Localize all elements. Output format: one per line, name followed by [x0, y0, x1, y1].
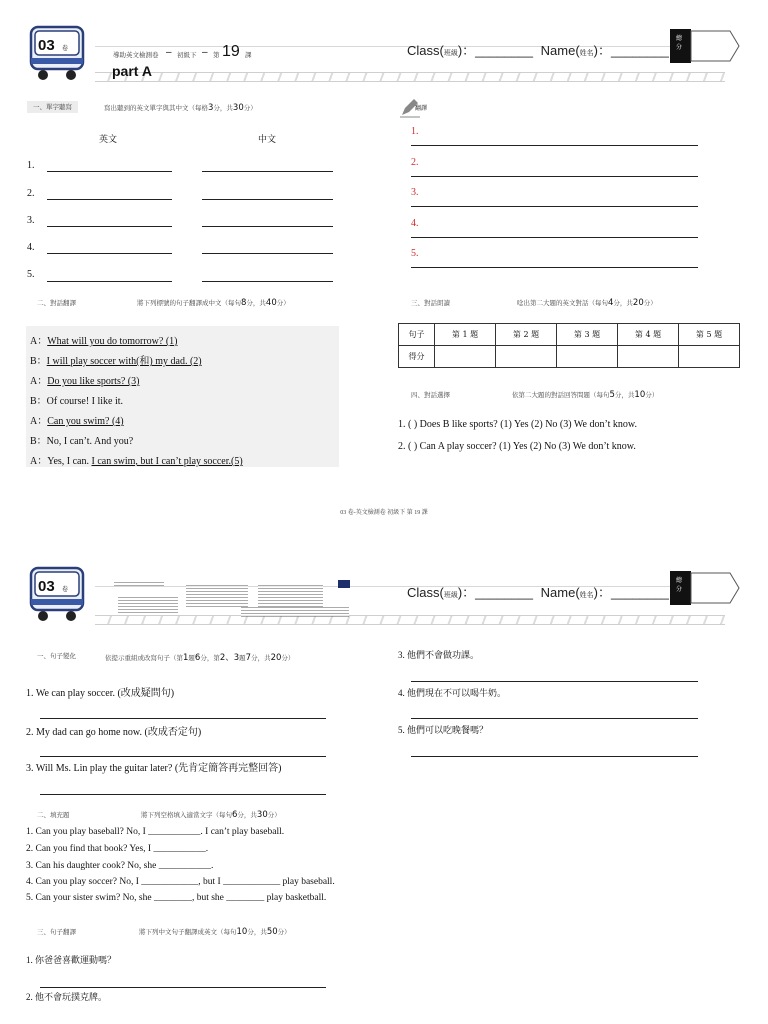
translate-question: 2. 他不會玩撲克牌。: [26, 992, 108, 1002]
part-title: part A: [112, 63, 152, 79]
fill-question: 4. Can you play soccer? No, I ____________, but I ____________ play baseball.: [26, 877, 335, 887]
translate-question: 5. 他們可以吃晚餐嗎？: [398, 725, 489, 735]
translate-question: 1. 你爸爸喜歡運動嗎？: [26, 955, 117, 965]
sec2-tag: 二、對話翻譯: [37, 299, 76, 307]
row-head: 句子: [399, 324, 435, 346]
score-cell[interactable]: [618, 346, 679, 368]
blurred-image: [118, 596, 178, 613]
dialog-line: B：No, I can’t. And you?: [30, 436, 134, 447]
answer-line[interactable]: [202, 171, 333, 172]
question-line: 2. My dad can go home now. (改成否定句): [26, 727, 202, 738]
col-head: 第 1 題: [435, 324, 496, 346]
answer-line[interactable]: [47, 281, 172, 282]
question-line: 1. We can play soccer. (改成疑問句): [26, 688, 175, 699]
blurred-badge: [338, 580, 350, 588]
score-cell[interactable]: [496, 346, 557, 368]
blurred-image: [241, 607, 349, 617]
answer-line[interactable]: [47, 171, 172, 172]
answer-line[interactable]: [40, 987, 326, 988]
sec1-row-number: 3.: [27, 215, 35, 226]
grade: 初級下: [177, 51, 197, 59]
bus-number: 03: [38, 37, 55, 54]
score-cell[interactable]: [557, 346, 618, 368]
answer-line[interactable]: [411, 681, 698, 682]
translate-number: 1.: [411, 126, 419, 137]
p2-sec3-instruction: 將下列中文句子翻譯成英文（每句10分，共50分）: [139, 927, 291, 937]
answer-line[interactable]: [47, 226, 172, 227]
sec2-instruction: 將下列標號的句子翻譯成中文（每句8分，共40分）: [137, 298, 290, 308]
sec4-instruction: 依第二大題的對話回答問題（每句5分，共10分）: [512, 390, 659, 400]
sec1-tag: 一、單字聽寫: [27, 101, 78, 113]
question-line: 3. Will Ms. Lin play the guitar later? (先肯定簡答再完整回答): [26, 763, 282, 774]
dialog-line: B：I will play soccer with(和) my dad. (2): [30, 356, 202, 367]
dialog-line: B：Of course! I like it.: [30, 396, 124, 407]
score-table: [398, 323, 740, 368]
answer-line[interactable]: [47, 253, 172, 254]
fill-question: 5. Can your sister swim? No, she ________, but she ________ play basketball.: [26, 893, 327, 903]
answer-line[interactable]: [40, 756, 326, 757]
bus-number: 03: [38, 578, 55, 595]
fill-question: 2. Can you find that book? Yes, I ___________.: [26, 844, 209, 854]
class-name-field[interactable]: Class(班級)：________ Name(姓名)：________: [407, 585, 669, 600]
blurred-image: [186, 583, 248, 607]
translate-number: 2.: [411, 157, 419, 168]
translate-label: 翻譯: [415, 105, 428, 112]
answer-line[interactable]: [411, 756, 698, 757]
dialog-line: A：Do you like sports? (3): [30, 376, 140, 387]
bus-suffix: 卷: [62, 45, 69, 52]
translate-number: 3.: [411, 187, 419, 198]
dialog-line: A：Yes, I can. I can swim, but I can’t play soccer.(5): [30, 456, 243, 467]
p2-sec2-instruction: 將下列空格填入適當文字（每句6分，共30分）: [141, 810, 281, 820]
sec3-tag: 三、對話朗讀: [411, 299, 450, 307]
translate-number: 4.: [411, 218, 419, 229]
sec1-row-number: 2.: [27, 188, 35, 199]
score-cell[interactable]: [679, 346, 740, 368]
score-cell[interactable]: [435, 346, 496, 368]
sec1-instruction: 寫出聽到的英文單字與其中文（每格3分，共30分）: [104, 103, 257, 113]
score-label: 總分: [676, 35, 683, 51]
answer-line[interactable]: [40, 718, 326, 719]
sec1-row-number: 4.: [27, 242, 35, 253]
p2-sec2-tag: 二、填充題: [37, 811, 70, 819]
translate-question: 3. 他們不會做功課。: [398, 650, 480, 660]
bus-logo-icon: [28, 565, 86, 623]
answer-line[interactable]: [202, 199, 333, 200]
question-line: 2. ( ) Can A play soccer? (1) Yes (2) No (3) We don’t know.: [398, 441, 636, 452]
test-title: 導助英文檢測卷: [113, 51, 159, 59]
blurred-image: [114, 580, 164, 586]
answer-line[interactable]: [411, 237, 698, 238]
lesson-prefix: 第: [213, 51, 220, 59]
col-chinese: 中文: [258, 135, 277, 145]
answer-line[interactable]: [411, 176, 698, 177]
lesson-suffix: 課: [245, 51, 252, 59]
sec1-row-number: 5.: [27, 269, 35, 280]
answer-line[interactable]: [411, 718, 698, 719]
question-line: 1. ( ) Does B like sports? (1) Yes (2) No (3) We don’t know.: [398, 419, 637, 430]
answer-line[interactable]: [411, 145, 698, 146]
fill-question: 1. Can you play baseball? No, I ___________. I can’t play baseball.: [26, 827, 285, 837]
answer-line[interactable]: [40, 794, 326, 795]
p2-sec1-instruction: 依提示重組或改寫句子（第1題6分，第2、3題7分，共20分）: [105, 653, 295, 663]
translate-question: 4. 他們現在不可以喝牛奶。: [398, 688, 507, 698]
col-head: 第 3 題: [557, 324, 618, 346]
col-head: 第 4 題: [618, 324, 679, 346]
bus-suffix: 卷: [62, 586, 69, 593]
p2-sec3-tag: 三、句子翻譯: [37, 928, 76, 936]
col-english: 英文: [99, 135, 118, 145]
sec4-tag: 四、對話選擇: [411, 391, 450, 399]
col-head: 第 2 題: [496, 324, 557, 346]
answer-line[interactable]: [202, 281, 333, 282]
fill-question: 3. Can his daughter cook? No, she ___________.: [26, 861, 214, 871]
dialog-line: A：What will you do tomorrow? (1): [30, 336, 178, 347]
answer-line[interactable]: [411, 206, 698, 207]
bus-logo-icon: [28, 24, 86, 82]
sec3-instruction: 唸出第二大題的英文對話（每句4分，共20分）: [517, 298, 657, 308]
page-footer: 03 卷-英文檢測卷 初級下 第 19 課: [340, 510, 428, 516]
p2-sec1-tag: 一、句子變化: [37, 652, 76, 660]
translate-number: 5.: [411, 248, 419, 259]
lesson-number: 19: [222, 43, 240, 60]
answer-line[interactable]: [47, 199, 172, 200]
answer-line[interactable]: [202, 226, 333, 227]
row-head: 得分: [399, 346, 435, 368]
dialog-line: A：Can you swim? (4): [30, 416, 124, 427]
class-name-field[interactable]: Class(班級)：________ Name(姓名)：________: [407, 43, 669, 58]
blurred-image: [258, 583, 323, 607]
score-label: 總分: [676, 577, 683, 593]
sec1-row-number: 1.: [27, 160, 35, 171]
answer-line[interactable]: [411, 267, 698, 268]
answer-line[interactable]: [202, 253, 333, 254]
col-head: 第 5 題: [679, 324, 740, 346]
